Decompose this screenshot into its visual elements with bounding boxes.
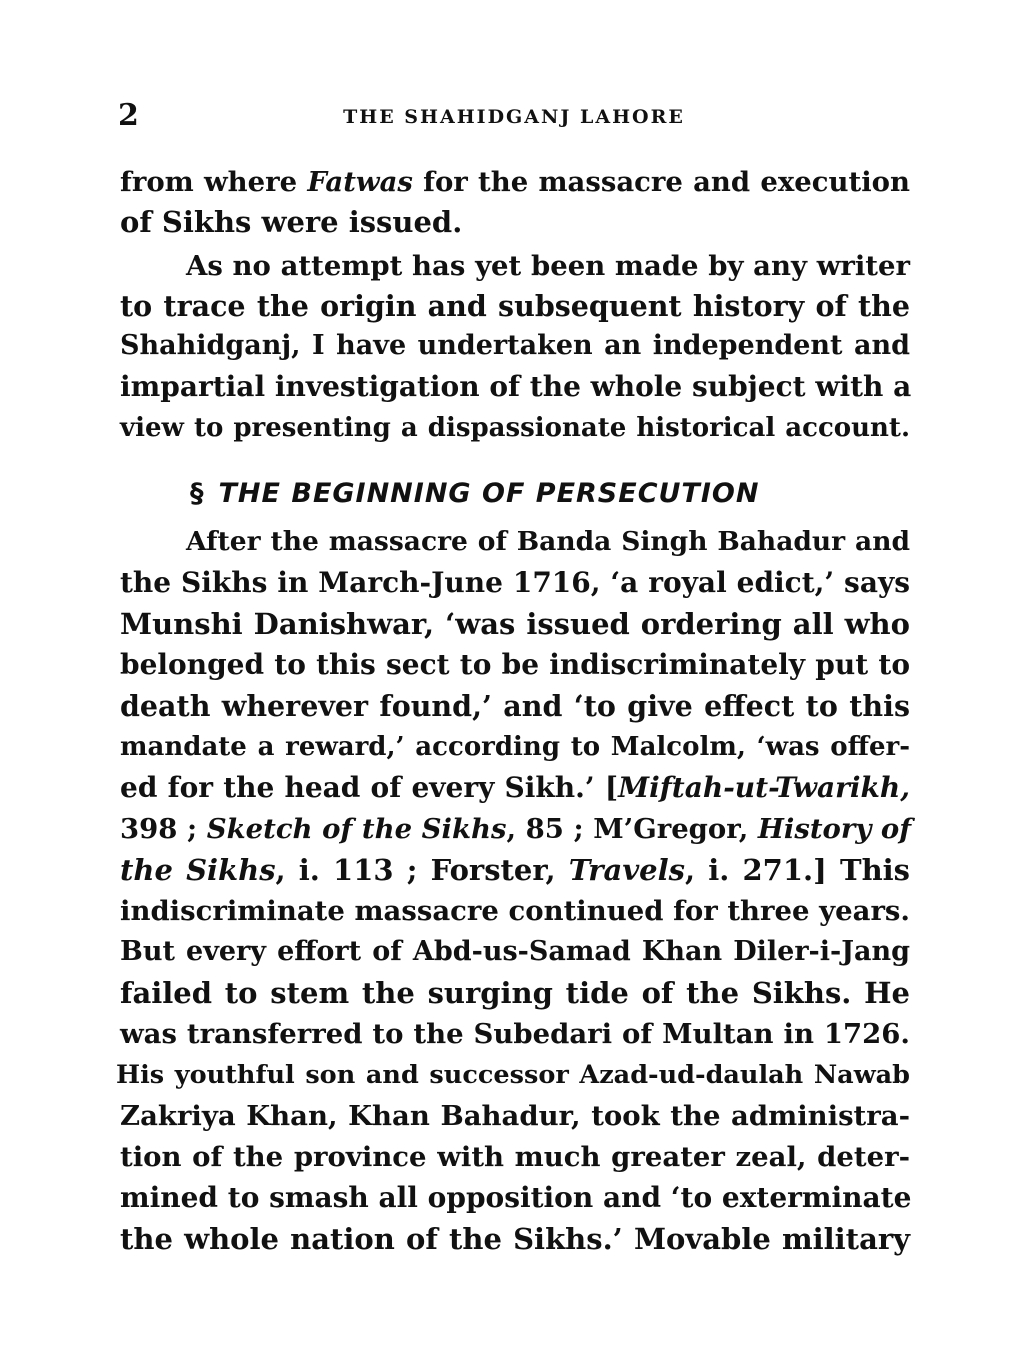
italic-citation: History of — [757, 813, 912, 845]
italic-citation: the Sikhs — [120, 853, 276, 887]
text-line: the whole nation of the Sikhs.’ Movable military — [120, 1222, 910, 1256]
text-line: ed for the head of every Sikh.’ [Miftah-ut-Twarikh, — [120, 771, 910, 804]
text-line: Shahidganj, I have undertaken an independent and — [120, 330, 910, 361]
page-number: 2 — [118, 98, 139, 133]
text-line: from where Fatwas for the massacre and execution — [120, 166, 910, 198]
text-line: mined to smash all opposition and ‘to exterminate — [120, 1181, 912, 1214]
text-line: impartial investigation of the whole subject with a — [120, 370, 912, 403]
italic-citation: Travels — [568, 853, 685, 887]
text-line: view to presenting a dispassionate historical account. — [120, 413, 910, 443]
text-line: Zakriya Khan, Khan Bahadur, took the administra- — [120, 1100, 910, 1132]
text-line: death wherever found,’ and ‘to give effect to this — [120, 689, 910, 723]
text-line: was transferred to the Subedari of Multan in 1726. — [120, 1018, 910, 1050]
text-line: tion of the province with much greater zeal, deter- — [120, 1141, 910, 1173]
text-line: belonged to this sect to be indiscriminately put to — [120, 648, 910, 681]
text-line: As no attempt has yet been made by any writer — [186, 250, 910, 282]
section-symbol: § — [190, 478, 205, 509]
page-header — [118, 98, 910, 138]
section-heading — [190, 478, 759, 509]
text-line: After the massacre of Banda Singh Bahadur and — [186, 526, 910, 557]
italic-term: Fatwas — [307, 166, 413, 198]
italic-citation: Sketch of the Sikhs — [206, 813, 507, 845]
text-line: His youthful son and successor Azad-ud-daulah Nawab — [116, 1060, 910, 1090]
running-head: THE SHAHIDGANJ LAHORE — [343, 106, 685, 128]
italic-citation: Miftah-ut-Twarikh, — [618, 771, 910, 804]
text-line: 398 ; Sketch of the Sikhs, 85 ; M’Gregor, History of — [120, 813, 912, 845]
text-line: of Sikhs were issued. — [120, 205, 463, 239]
text-line: the Sikhs in March-June 1716, ‘a royal edict,’ says — [120, 566, 910, 599]
text-line: Munshi Danishwar, ‘was issued ordering all who — [120, 607, 910, 641]
section-title: THE BEGINNING OF PERSECUTION — [218, 478, 760, 509]
text-line: But every effort of Abd-us-Samad Khan Diler-i-Jang — [120, 936, 910, 967]
text-line: indiscriminate massacre continued for three years. — [120, 895, 910, 927]
text-line: the Sikhs, i. 113 ; Forster, Travels, i. 271.] This — [120, 853, 910, 887]
text-line: mandate a reward,’ according to Malcolm, ‘was offer- — [120, 732, 910, 762]
text-line: failed to stem the surging tide of the Sikhs. He — [120, 976, 910, 1010]
text-line: to trace the origin and subsequent history of the — [120, 289, 910, 323]
